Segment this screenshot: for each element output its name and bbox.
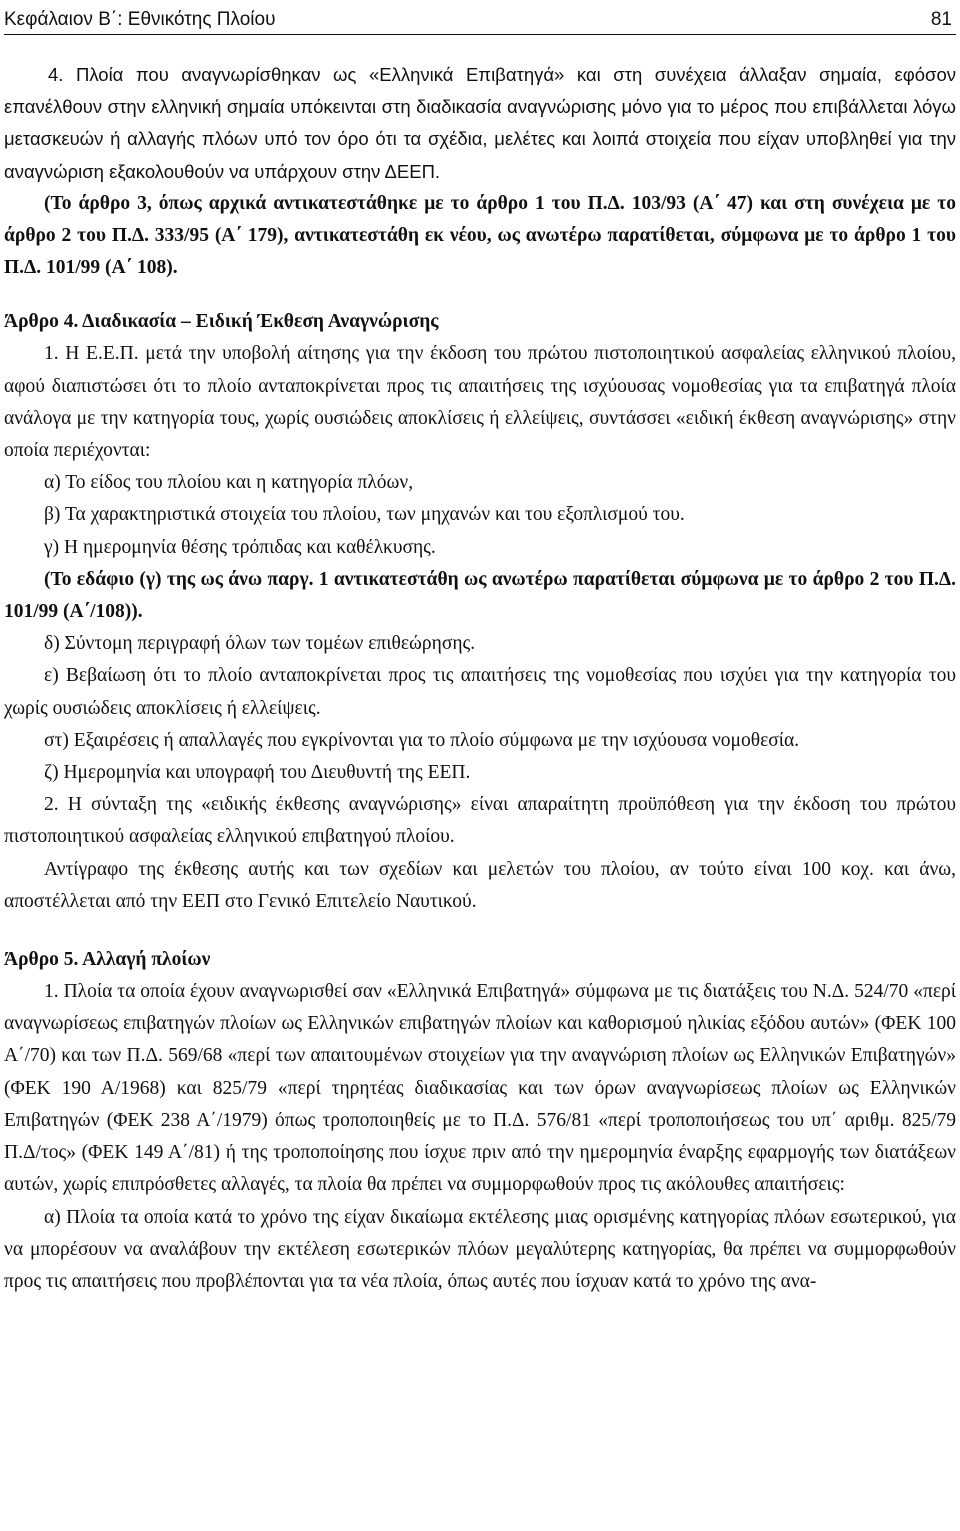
chapter-title: Κεφάλαιον Β΄: Εθνικότης Πλοίου [4,9,276,30]
list-item-b: β) Τα χαρακτηριστικά στοιχεία του πλοίου, των μηχανών και του εξοπλισμού του. [44,504,685,526]
page-number: 81 [930,9,952,30]
paragraph-article5-item-a: α) Πλοία τα οποία κατά το χρόνο της είχαν δικαίωμα εκτέλεσης μιας ορισμένης κατηγορίας πλόων εσωτερικού, για να μπορέσουν να αναλάβουν την εκτέλεση εσωτερικών πλόων μεγαλύτερης κατηγορίας, θα πρέπει να συμμορφωθούν προς τις απαιτήσεις που προβλέπονται για τα νέα πλοία, όπως αυτές που ίσχυαν κατά το χρόνο της ανα- [4,1206,956,1292]
list-item-c: γ) Η ημερομηνία θέσης τρόπιδας και καθέλκυσης. [44,536,436,558]
paragraph-article3-item4: 4. Πλοία που αναγνωρίσθηκαν ως «Ελληνικά Επιβατηγά» και στη συνέχεια άλλαξαν σημαία, εφόσον επανέλθουν στην ελληνική σημαία υπόκεινται στη διαδικασία αναγνώρισης μόνο για το μέρος που επιβάλλεται λόγω μετασκευών ή αλλαγής πλόων υπό τον όρο ότι τα σχέδια, μελέτες και λοιπά στοιχεία που είχαν υποβληθεί για την αναγνώριση εξακολουθούν να υπάρχουν στην ΔΕΕΠ. [4,64,956,182]
list-item-st: στ) Εξαιρέσεις ή απαλλαγές που εγκρίνονται για το πλοίο σύμφωνα με την ισχύουσα νομοθεσία. [44,729,800,751]
paragraph-article4-item2: 2. Η σύνταξη της «ειδικής έκθεσης αναγνώρισης» είναι απαραίτητη προϋπόθεση για την έκδοση του πρώτου πιστοποιητικού ασφαλείας ελληνικού επιβατηγού πλοίου. [4,794,956,848]
list-item-z: ζ) Ημερομηνία και υπογραφή του Διευθυντή της ΕΕΠ. [44,762,471,784]
amendment-note-article4: (Το εδάφιο (γ) της ως άνω παργ. 1 αντικατεστάθη ως ανωτέρω παρατίθεται σύμφωνα με το άρθρο 2 του Π.Δ. 101/99 (Α΄/108)). [4,568,956,623]
list-item-a: α) Το είδος του πλοίου και η κατηγορία πλόων, [44,472,414,494]
page-body [4,59,956,1298]
paragraph-article5-item1: 1. Πλοία τα οποία έχουν αναγνωρισθεί σαν «Ελληνικά Επιβατηγά» σύμφωνα με τις διατάξεις του Ν.Δ. 524/70 «περί αναγνωρίσεως επιβατηγών πλοίων ως Ελληνικών επιβατηγών πλοίων και καθορισμού ηλικίας εξόδου αυτών» (ΦΕΚ 100 Α΄/70) και των Π.Δ. 569/68 «περί των απαιτουμένων στοιχείων για την αναγνώριση πλοίων ως Ελληνικών Επιβατηγών» (ΦΕΚ 190 Α/1968) και 825/79 «περί τηρητέας διαδικασίας και των όρων αναγνωρίσεως πλοίων ως Ελληνικών Επιβατηγών (ΦΕΚ 238 Α΄/1979) όπως τροποποιηθείς με το Π.Δ. 576/81 «περί τροποποιήσεως του υπ΄ αριθμ. 825/79 Π.Δ/τος» (ΦΕΚ 149 Α΄/81) ή της τροποποίησης που ίσχυε πριν από την ημερομηνία έναρξης εφαρμογής των διατάξεων αυτών, χωρίς επιπρόσθετες αλλαγές, τα πλοία θα πρέπει να συμμορφωθούν προς τις ακόλουθες απαιτήσεις: [4,981,956,1196]
amendment-note-article3: (Το άρθρο 3, όπως αρχικά αντικατεστάθηκε με το άρθρο 1 του Π.Δ. 103/93 (Α΄ 47) και στη συνέχεια με το άρθρο 2 του Π.Δ. 333/95 (Α΄ 179), αντικατεστάθη εκ νέου, ως ανωτέρω παρατίθεται, σύμφωνα με το άρθρο 1 του Π.Δ. 101/99 (Α΄ 108). [4,192,956,279]
paragraph-article4-item1: 1. Η Ε.Ε.Π. μετά την υποβολή αίτησης για την έκδοση του πρώτου πιστοποιητικού ασφαλείας ελληνικού πλοίου, αφού διαπιστώσει ότι το πλοίο ανταποκρίνεται προς τις απαιτήσεις της ισχύουσας νομοθεσίας για τα επιβατηγά πλοία ανάλογα με την κατηγορία τους, χωρίς ουσιώδεις αποκλίσεις ή ελλείψεις, συντάσσει «ειδική έκθεση αναγνώρισης» στην οποία περιέχονται: [4,343,956,462]
page-header [4,0,956,35]
article-5-heading: Άρθρο 5. Αλλαγή πλοίων [4,949,211,971]
list-item-d: δ) Σύντομη περιγραφή όλων των τομέων επιθεώρησης. [44,633,476,655]
paragraph-article4-copy: Αντίγραφο της έκθεσης αυτής και των σχεδίων και μελετών του πλοίου, αν τούτο είναι 100 κοχ. και άνω, αποστέλλεται από την ΕΕΠ στο Γενικό Επιτελείο Ναυτικού. [4,858,956,912]
list-item-e: ε) Βεβαίωση ότι το πλοίο ανταποκρίνεται προς τις απαιτήσεις της νομοθεσίας που ισχύει για την κατηγορία του χωρίς ουσιώδεις αποκλίσεις ή ελλείψεις. [4,665,956,719]
article-4-heading: Άρθρο 4. Διαδικασία – Ειδική Έκθεση Αναγνώρισης [4,311,439,333]
